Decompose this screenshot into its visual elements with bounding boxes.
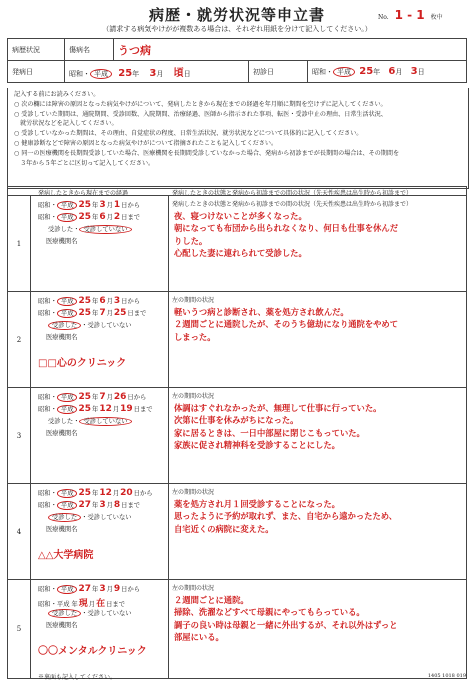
start-day: 1: [113, 200, 121, 210]
start-date: 昭和・ 平成 25年6月3日から: [38, 296, 141, 306]
start-day: 9: [113, 584, 121, 594]
end-date: 昭和・ 平成 25年12月19日まで: [38, 404, 153, 414]
end-day: 在: [96, 599, 106, 609]
first-visit-month: 6: [388, 66, 396, 77]
visited-option[interactable]: 受診した: [48, 418, 74, 425]
month-unit: 月: [156, 70, 164, 78]
month-unit-2: 月: [395, 68, 403, 76]
description-label: 左の期間の状況: [172, 585, 215, 592]
description-text: 薬を処方され月１回受診することになった。 思ったように予約が取れず、また、自宅から遠かったため、 自宅近くの病院に変えた。: [174, 499, 398, 534]
from-label: 日から: [121, 586, 141, 593]
from-label: 日から: [121, 298, 141, 305]
onset-day: 頃: [173, 68, 184, 79]
start-month: 12: [99, 488, 112, 498]
hospital-label: 医療機関名: [46, 526, 78, 533]
instruction-line: ○ 受診していた期間は、通院期間、受診回数、入院期間、治療経過、医師から指示された事項、転医・受診中止の理由、日常生活状況、: [14, 110, 387, 118]
to-label: 日まで: [121, 502, 141, 509]
start-day: 26: [113, 392, 127, 402]
end-day: 25: [113, 308, 127, 318]
period-cell[interactable]: [30, 484, 169, 579]
start-month: 3: [99, 200, 106, 210]
end-era: 平成: [57, 405, 78, 414]
description-text: ２週間ごとに通院。 掃除、洗濯などすべて母親にやってもらっている。 調子の良い時は母親と一緒に外出するが、それ以外はずっと 部屋にいる。: [174, 595, 398, 643]
not-visited-option[interactable]: 受診していない: [87, 514, 132, 521]
not-visited-option[interactable]: 受診していない: [87, 322, 132, 329]
period-cell[interactable]: [30, 292, 169, 387]
start-date: 昭和・ 平成 25年3月1日から: [38, 200, 141, 210]
hospital-label: 医療機関名: [46, 430, 78, 437]
to-label: 日まで: [127, 310, 147, 317]
description-label: 左の期間の状況: [172, 489, 215, 496]
day-unit: 日: [183, 70, 191, 78]
end-month: 6: [99, 212, 106, 222]
visit-status[interactable]: 受診した・ 受診していない: [48, 416, 132, 425]
footer-note: ※裏面も記入してください。: [38, 674, 117, 681]
end-day: 19: [120, 404, 133, 414]
doc-no-value: 1 - 1: [394, 8, 425, 22]
row-number: 4: [8, 484, 31, 579]
start-date: 昭和・ 平成 27年3月9日から: [38, 584, 141, 594]
header-table: [7, 38, 467, 83]
history-row: [7, 579, 467, 679]
end-date: 昭和・ 平成 25年6月2日まで: [38, 212, 141, 222]
start-era: 平成: [57, 489, 78, 498]
visited-option[interactable]: 受診した: [48, 321, 81, 330]
start-month: 6: [99, 296, 106, 306]
start-month: 7: [99, 392, 106, 402]
start-month: 3: [99, 584, 106, 594]
first-visit-label: 初診日: [249, 61, 308, 83]
to-label: 日まで: [106, 601, 125, 608]
form-subnote: （請求する病気やけがが複数ある場合は、それぞれ用紙を分けて記入してください。）: [102, 25, 372, 33]
instruction-line: ３年から５年ごとに区切って記入してください。: [14, 159, 155, 167]
onset-date-field[interactable]: 昭和・ 平成 25年 3月 頃日: [65, 61, 249, 83]
end-date: 昭和・平成 年現月在日まで: [38, 599, 125, 609]
from-label: 日から: [121, 202, 141, 209]
hospital-name: △△大学病院: [38, 550, 94, 561]
column-header: [7, 186, 467, 195]
first-visit-day: 3: [410, 66, 418, 77]
end-month: 3: [99, 500, 106, 510]
start-year: 25: [78, 200, 92, 210]
period-cell[interactable]: [30, 388, 169, 483]
not-visited-option[interactable]: 受診していない: [79, 225, 131, 234]
end-day: 2: [113, 212, 121, 222]
start-day: 20: [120, 488, 133, 498]
period-cell[interactable]: [30, 196, 169, 291]
hospital-name: 〇〇メンタルクリニック: [38, 646, 147, 657]
row-number: 2: [8, 292, 31, 387]
not-visited-option[interactable]: 受診していない: [79, 417, 131, 426]
year-unit-2: 年: [373, 68, 381, 76]
history-row: [7, 195, 467, 291]
doc-no-suffix: 枚中: [430, 14, 443, 21]
first-visit-year: 25: [359, 66, 374, 77]
start-date: 昭和・ 平成 25年7月26日から: [38, 392, 147, 402]
document-number: [378, 8, 443, 22]
instructions-box: [7, 88, 469, 189]
form-title: 病歴・就労状況等申立書: [148, 6, 325, 24]
to-label: 日まで: [133, 406, 153, 413]
row-number: 3: [8, 388, 31, 483]
disease-name-value: うつ病: [118, 43, 151, 57]
era-heisei-circled: 平成: [90, 69, 112, 79]
description-text: 体調はすぐれなかったが、無理して仕事に行っていた。 次第に仕事を休みがちになった。 家に居るときは、一日中部屋に閉じこもっていた。 家族に促され精神科を受診することにした。: [174, 403, 382, 451]
end-date: 昭和・ 平成 27年3月8日まで: [38, 500, 141, 510]
description-text: 軽いうつ病と診断され、薬を処方され飲んだ。 ２週間ごとに通院したが、そのうち億劫になり通院をやめて しまった。: [174, 307, 399, 342]
row-number: 5: [8, 580, 31, 678]
end-year: 25: [78, 212, 92, 222]
start-era: 平成: [57, 201, 78, 210]
from-label: 日から: [127, 394, 147, 401]
visit-status[interactable]: 受診した ・受診していない: [48, 512, 132, 521]
hospital-name: □□心のクリニック: [38, 358, 127, 369]
end-era: 平成: [57, 309, 78, 318]
instruction-line: 記入する前にお読みください。: [14, 91, 100, 98]
history-row: [7, 483, 467, 579]
instruction-line: ○ 次の欄には障害の原因となった病気やけがについて、発病したときから現在までの経過を年月順に期間を空けずに記入してください。: [14, 100, 387, 108]
end-day: 8: [113, 500, 121, 510]
year-unit: 年: [132, 70, 140, 78]
instruction-line: ○ 受診していなかった期間は、その理由、自覚症状の程度、日常生活状況、就労状況などについて具体的に記入してください。: [14, 130, 363, 138]
from-label: 日から: [133, 490, 153, 497]
end-year: 25: [78, 308, 92, 318]
hospital-label: 医療機関名: [46, 334, 78, 341]
start-year: 25: [78, 392, 92, 402]
start-day: 3: [113, 296, 121, 306]
column-header-right: 発病したときの状態と発病から初診までの間の状況（先天性疾患は出生時から初診まで）: [172, 190, 413, 197]
hospital-label: 医療機関名: [46, 622, 78, 629]
era-showa-2: 昭和: [312, 68, 326, 76]
to-label: 日まで: [121, 214, 141, 221]
instruction-line: ○ 同一の医療機関を長期間受診していた場合、医療機関を長期間受診していなかった場合、発病から初診までが長期間の場合は、その期間を: [14, 149, 400, 157]
end-era: 平成: [57, 213, 78, 222]
description-label: 発病したときの状態と発病から初診までの間の状況（先天性疾患は出生時から初診まで）: [172, 201, 413, 208]
era-showa: 昭和: [69, 70, 83, 78]
start-era: 平成: [57, 585, 78, 594]
doc-no-label: No.: [378, 14, 389, 21]
history-rows: [7, 195, 467, 679]
history-row: [7, 387, 467, 483]
visit-status[interactable]: 受診した ・受診していない: [48, 608, 132, 617]
period-cell[interactable]: [30, 580, 169, 678]
start-date: 昭和・ 平成 25年12月20日から: [38, 488, 153, 498]
onset-month: 3: [149, 68, 157, 79]
disease-name-field[interactable]: [114, 39, 467, 61]
start-year: 27: [78, 584, 92, 594]
first-visit-field[interactable]: 昭和・ 平成 25年 6月 3日: [308, 61, 467, 83]
era-heisei-circled-2: 平成: [333, 67, 355, 77]
start-year: 25: [78, 488, 92, 498]
description-label: 左の期間の状況: [172, 297, 215, 304]
onset-year: 25: [118, 68, 133, 79]
end-year: 27: [78, 500, 92, 510]
start-era: 平成: [57, 297, 78, 306]
visited-option[interactable]: 受診した: [48, 513, 81, 522]
visited-option[interactable]: 受診した: [48, 609, 81, 618]
end-month: 現: [78, 599, 88, 609]
end-month: 7: [99, 308, 106, 318]
visit-status[interactable]: 受診した ・受診していない: [48, 320, 132, 329]
history-row: [7, 291, 467, 387]
instruction-line: 就労状況などを記入してください。: [14, 120, 118, 128]
row-number: 1: [8, 196, 31, 291]
start-era: 平成: [57, 393, 78, 402]
column-header-left: 発病したときから現在までの経過: [38, 190, 129, 197]
disease-name-label: 傷病名: [65, 39, 114, 61]
onset-date-label: 発病日: [8, 61, 65, 83]
end-year: 25: [78, 404, 92, 414]
end-month: 12: [99, 404, 112, 414]
description-text: 夜、寝つけないことが多くなった。 朝になっても布団から出られなくなり、何日も仕事を休んだ りした。 心配した妻に連れられて受診した。: [174, 211, 399, 259]
hospital-label: 医療機関名: [46, 238, 78, 245]
day-unit-2: 日: [417, 68, 425, 76]
visit-status[interactable]: 受診した・ 受診していない: [48, 224, 132, 233]
footer-code: 1405 1018 019: [427, 673, 466, 679]
disease-status-label: 病歴状況: [8, 39, 65, 61]
end-date: 昭和・ 平成 25年7月25日まで: [38, 308, 147, 318]
instruction-line: ○ 健康診断などで障害の原因となった病気やけがについて指摘されたことも記入してください。: [14, 139, 278, 147]
description-label: 左の期間の状況: [172, 393, 215, 400]
start-year: 25: [78, 296, 92, 306]
visited-option[interactable]: 受診した: [48, 226, 74, 233]
not-visited-option[interactable]: 受診していない: [87, 610, 132, 617]
end-era: 平成: [57, 501, 78, 510]
